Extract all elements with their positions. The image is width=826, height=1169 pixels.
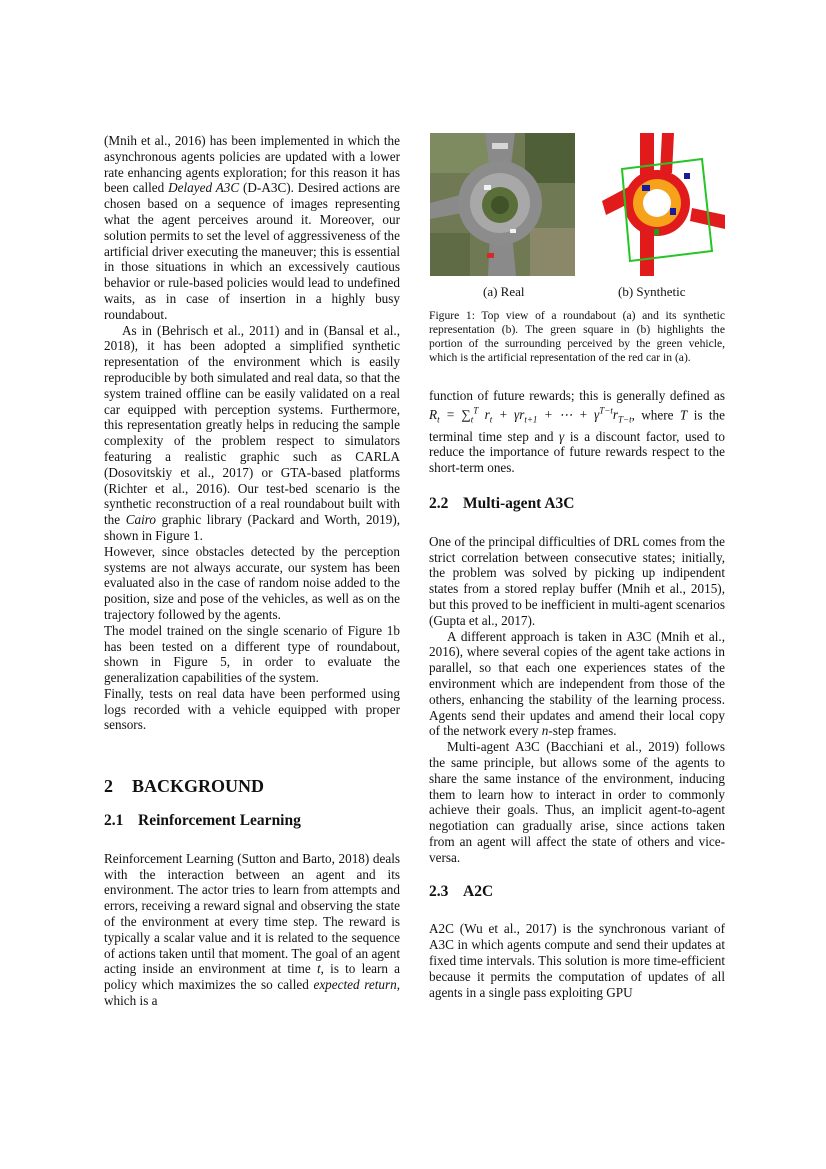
emphasis: expected return (313, 977, 397, 993)
section-number: 2 (104, 776, 113, 797)
subsection-title: A2C (463, 882, 494, 900)
subsection-number: 2.1 (104, 812, 124, 830)
section-heading (104, 776, 400, 797)
paragraph: One of the principal difficulties of DRL comes from the strict correlation between consecutive states; initially, the problem was solved by picking up indipendent states from a stored replay buffer (Mnih et al., 2015), but this proved to be inefficient in multi-agent scenarios (Gupta et al., 2017). (429, 533, 725, 628)
text: has been implemented in which the asynchronous agents policies are updated with a lower rate enhancing agents exploration; for this reason it has been called (104, 133, 400, 196)
subfigure-caption-a: (a) Real (483, 284, 525, 299)
return-equation: $R_t = \sum_t^T$ $r_t + \gamma r_{t+1}$ + ⋯ + $\gamma^{T-t}r_{T-t}$ (429, 405, 632, 425)
paragraph (104, 133, 400, 323)
citation: (Mnih et al., 2016) (104, 133, 206, 148)
subsection-title: Reinforcement Learning (138, 812, 301, 830)
paragraph (429, 388, 725, 476)
emphasis: Cairo (125, 512, 157, 528)
synthetic-roundabout-image (602, 133, 725, 276)
figure-1 (429, 133, 725, 365)
figure-caption: Figure 1: Top view of a roundabout (a) and its synthetic representation (b). The green square in (b) highlights the portion of the surrounding perceived by the green vehicle, which is the artificial representation of the red car in (a). (429, 309, 725, 364)
text: , is to learn a policy which maximizes the so called (104, 961, 401, 993)
left-column (104, 133, 400, 1009)
text: , which is a (104, 977, 400, 1009)
math-variable: T (679, 407, 688, 423)
subsection-heading (429, 496, 725, 512)
paragraph: However, since obstacles detected by the perception systems are not always accurate, our system has been evaluated also in the case of random noise added to the position, size and pose of the vehicles, as well as on the trajectory followed by the agents. (104, 543, 400, 622)
text: , where (631, 407, 674, 423)
paragraph: A2C (Wu et al., 2017) is the synchronous variant of A3C in which agents compute and send their updates at fixed time intervals. This solution is more time-efficient because it permits the computation of updates of all agents in a single pass exploiting GPU (429, 921, 725, 1000)
text: As in (Behrisch et al., 2011) and in (Bansal et al., 2018), it has been adopted a simplified synthetic representation of the environment which is easily reproducible by both simulated and real data, so that the system trained offline can be easily validated on a real car equipped with perception systems. Furthermore, this representation greatly helps in reducing the sample complexity of the problem respect to simulators featuring a realistic graphic such as CARLA (Dosovitskiy et al., 2017) or GTA-based platforms (Richter et al., 2016). Our test-bed scenario is the synthetic reconstruction of a real roundabout built with the (104, 322, 400, 528)
text: graphic library (Packard and Worth, 2019), shown in Figure 1. (104, 512, 401, 543)
text: function of future rewards; this is generally defined as (429, 388, 725, 403)
math-variable: t (316, 961, 321, 977)
subsection-heading (429, 884, 725, 900)
emphasis: Delayed A3C (168, 180, 240, 196)
paragraph: The model trained on the single scenario of Figure 1b has been tested on a different type of roundabout, shown in Figure 5, in order to evaluate the generalization capabilities of the system. (104, 622, 400, 686)
subsection-number: 2.2 (429, 495, 449, 513)
text: -step frames. (548, 723, 617, 739)
math-variable: n (541, 723, 549, 739)
right-column (429, 388, 725, 1000)
paragraph (429, 629, 725, 740)
text: A different approach is taken in A3C (Mnih et al., 2016), where several copies of the agent take actions in parallel, so that each one experiences states of the environment which are independent from those of the others, enhancing the stability of the learning process. Agents send their updates and amend their local copy of the network every (429, 628, 725, 739)
subsection-number: 2.3 (429, 882, 449, 900)
text: Reinforcement Learning (Sutton and Barto, 2018) deals with the interaction between an agent and its environment. The actor tries to learn from attempts and errors, receiving a reward signal and observing the state of the environment at every time step. The reward is typically a scalar value and it is related to the sequence of actions taken until that moment. The goal of an agent acting inside an environment at time (104, 850, 400, 977)
paragraph (104, 323, 400, 544)
aerial-roundabout-photo (430, 133, 575, 276)
text: (D-A3C). Desired actions are chosen based on a sequence of images representing what the agent perceives around it. Moreover, our solution permits to set the level of aggressiveness of the artificial driver executing the maneuver; this is essential in those situations in which an excessively cautious behavior or rule-based policies would lead to undefined waits, as in case of insertion in a highly busy roundabout. (104, 180, 400, 322)
text: is a discount factor, used to reduce the importance of future rewards respect to the short-term ones. (429, 428, 726, 476)
subsection-heading (104, 813, 400, 829)
subfigure-caption-b: (b) Synthetic (618, 284, 686, 299)
subsection-title: Multi-agent A3C (463, 495, 575, 513)
paragraph: Finally, tests on real data have been performed using logs recorded with a vehicle equipped with proper sensors. (104, 685, 400, 733)
paragraph (104, 851, 400, 1009)
math-variable: γ (559, 428, 565, 444)
paragraph: Multi-agent A3C (Bacchiani et al., 2019) follows the same principle, but allows some of the agents to share the same instance of the environment, inducing them to learn how to interact in order to commonly achieve their goals. Thus, an implicit agent-to-agent negotiation can gradually arise, since actions taken from an agent will affect the state of others and vice-versa. (429, 739, 725, 865)
text: is the terminal time step and (429, 407, 726, 444)
section-title: BACKGROUND (132, 776, 265, 797)
